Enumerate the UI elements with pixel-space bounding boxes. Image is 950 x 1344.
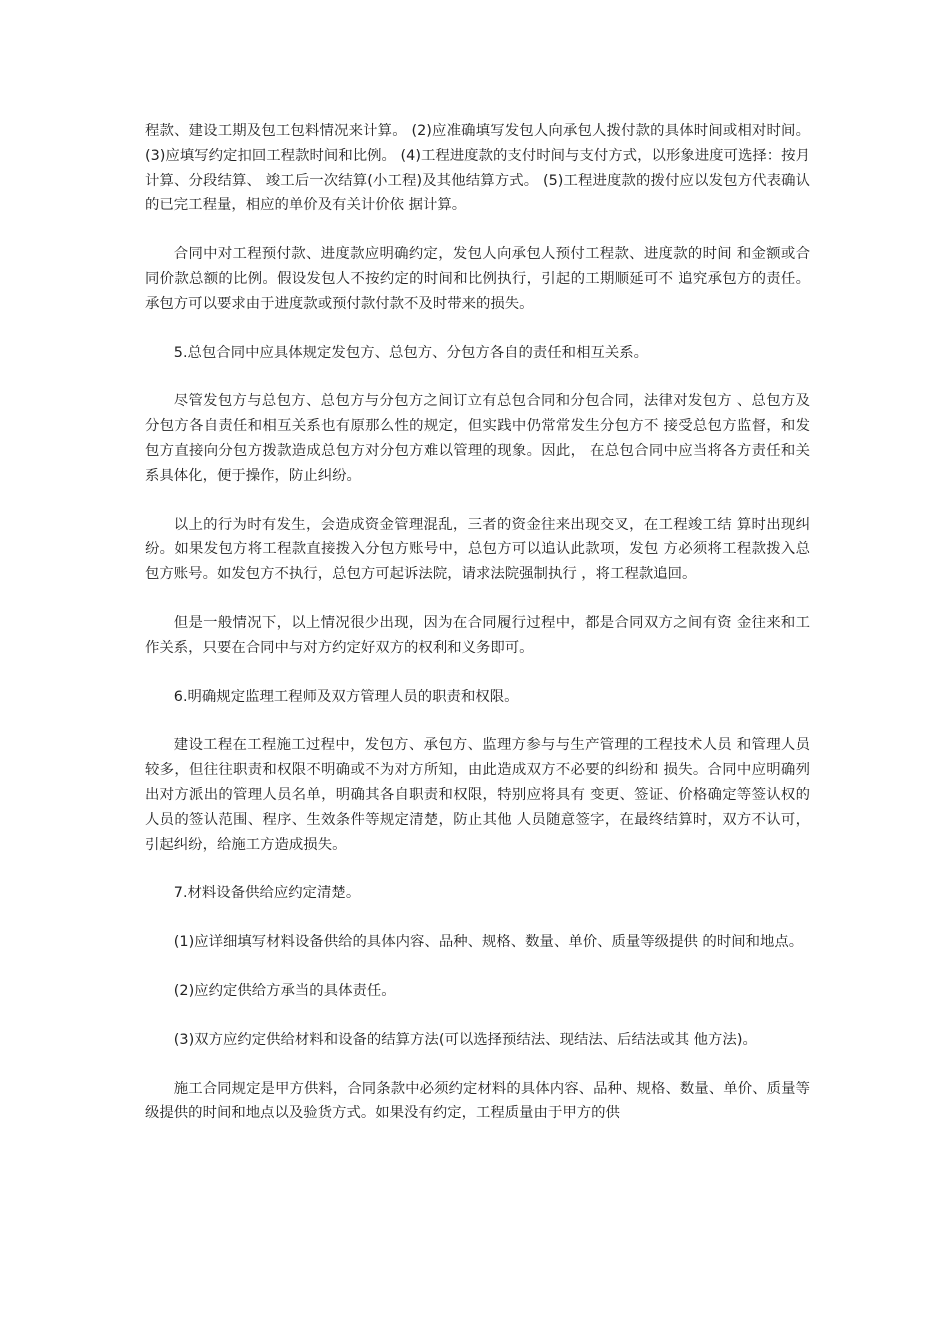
- section-heading-5: 5.总包合同中应具体规定发包方、总包方、分包方各自的责任和相互关系。: [173, 344, 649, 361]
- section-heading-6: 6.明确规定监理工程师及双方管理人员的职责和权限。: [173, 688, 519, 705]
- paragraph-contract-relations: 尽管发包方与总包方、总包方与分包方之间订立有总包合同和分包合同，法律对发包方 、总包方及分包方各自责任和相互关系也有原那么性的规定，但实践中仍常常发生分包方不 接受总包方监督，和发包方直接向分包方拨款造成总包方对分包方难以管理的现象。因此， 在总包合同中应当将各方责任和关系具体化，便于操作，防止纠纷。: [145, 393, 810, 484]
- paragraph-owner-supply: 施工合同规定是甲方供料，合同条款中必须约定材料的具体内容、品种、规格、数量、单价、质量等级提供的时间和地点以及验货方式。如果没有约定，工程质量由于甲方的供: [145, 1080, 810, 1122]
- section-heading-7: 7.材料设备供给应约定清楚。: [173, 885, 361, 902]
- list-item-2: (2)应约定供给方承当的具体责任。: [173, 982, 396, 999]
- paragraph-advance-payment: 合同中对工程预付款、进度款应明确约定，发包人向承包人预付工程款、进度款的时间 和金额或合同价款总额的比例。假设发包人不按约定的时间和比例执行，引起的工期顺延可不 追究承包方的责任。承包方可以要求由于进度款或预付款付款不及时带来的损失。: [145, 246, 810, 312]
- list-item-1: (1)应详细填写材料设备供给的具体内容、品种、规格、数量、单价、质量等级提供 的时间和地点。: [173, 934, 804, 951]
- paragraph-fund-disputes: 以上的行为时有发生，会造成资金管理混乱，三者的资金往来出现交叉，在工程竣工结 算时出现纠纷。如果发包方将工程款直接拨入分包方账号中，总包方可以追认此款项，发包 方必须将工程款拨入总包方账号。如发包方不执行，总包方可起诉法院，请求法院强制执行 ，将工程款追回。: [145, 516, 810, 583]
- list-item-3: (3)双方应约定供给材料和设备的结算方法(可以选择预结法、现结法、后结法或其 他方法)。: [173, 1031, 757, 1048]
- document-body: [145, 119, 810, 1150]
- paragraph-general-case: 但是一般情况下，以上情况很少出现，因为在合同履行过程中，都是合同双方之间有资 金往来和工作关系，只要在合同中与对方约定好双方的权利和义务即可。: [145, 614, 810, 656]
- paragraph-payment-details: 程款、建设工期及包工包料情况来计算。 (2)应准确填写发包人向承包人拨付款的具体时间或相对时间。 (3)应填写约定扣回工程款时间和比例。 (4)工程进度款的支付时间与支付方式，以形象进度可选择：按月计算、分段结算、 竣工后一次结算(小工程)及其他结算方式。 (5)工程进度款的拨付应以发包方代表确认的已完工程量，相应的单价及有关计价依 据计算。: [145, 123, 810, 214]
- paragraph-management-staff: 建设工程在工程施工过程中，发包方、承包方、监理方参与与生产管理的工程技术人员 和管理人员较多，但往往职责和权限不明确或不为对方所知，由此造成双方不必要的纠纷和 损失。合同中应明确列出对方派出的管理人员名单，明确其各自职责和权限，特别应将具有 变更、签证、价格确定等签认权的人员的签认范围、程序、生效条件等规定清楚，防止其他 人员随意签字，在最终结算时，双方不认可，引起纠纷，给施工方造成损失。: [145, 737, 810, 853]
